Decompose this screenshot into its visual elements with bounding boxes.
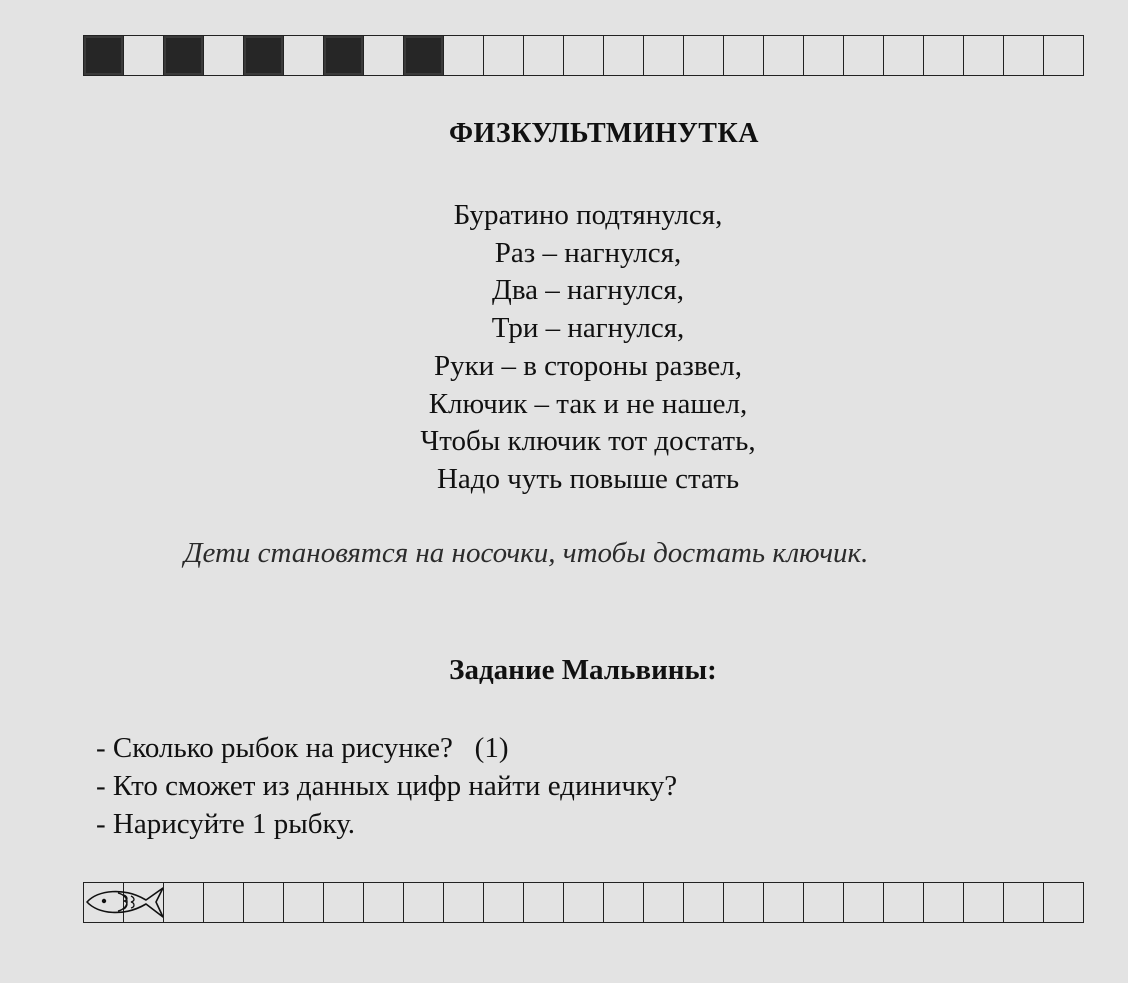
empty-square — [764, 883, 804, 922]
empty-square — [1004, 883, 1044, 922]
empty-square — [964, 36, 1004, 75]
task-question: - Нарисуйте 1 рыбку. — [96, 808, 356, 840]
task-question: - Сколько рыбок на рисунке? (1) — [96, 732, 509, 764]
task-title: Задание Мальвины: — [449, 654, 717, 686]
empty-square — [644, 883, 684, 922]
empty-square — [524, 883, 564, 922]
empty-square — [1044, 883, 1084, 922]
filled-square — [84, 36, 124, 75]
top-square-strip — [83, 35, 1084, 76]
empty-square — [524, 36, 564, 75]
empty-square — [964, 883, 1004, 922]
empty-square — [604, 36, 644, 75]
fish-tail-cell — [124, 883, 164, 922]
empty-square — [564, 883, 604, 922]
poem-line: Надо чуть повыше стать — [436, 462, 740, 495]
empty-square — [484, 36, 524, 75]
poem-line: Три – нагнулся, — [491, 312, 685, 345]
empty-square — [324, 883, 364, 922]
empty-square — [244, 883, 284, 922]
empty-square — [1004, 36, 1044, 75]
empty-square — [1044, 36, 1084, 75]
empty-square — [604, 883, 644, 922]
poem-line: Ключик – так и не нашел, — [428, 387, 748, 420]
empty-square — [284, 883, 324, 922]
filled-square — [244, 36, 284, 75]
empty-square — [124, 36, 164, 75]
poem-line: Буратино подтянулся, — [453, 199, 723, 231]
filled-square — [324, 36, 364, 75]
empty-square — [684, 883, 724, 922]
empty-square — [204, 883, 244, 922]
bottom-drawing-strip — [83, 882, 1084, 923]
empty-square — [724, 883, 764, 922]
empty-square — [764, 36, 804, 75]
task-question: - Кто сможет из данных цифр найти единичку? — [96, 770, 678, 802]
empty-square — [924, 36, 964, 75]
task-questions — [96, 729, 677, 843]
empty-square — [724, 36, 764, 75]
poem-line: Чтобы ключик тот достать, — [420, 425, 756, 458]
empty-square — [444, 36, 484, 75]
poem-line: Руки – в стороны развел, — [433, 349, 743, 382]
empty-square — [444, 883, 484, 922]
empty-square — [204, 36, 244, 75]
filled-square — [164, 36, 204, 75]
empty-square — [284, 36, 324, 75]
poem — [0, 197, 1128, 499]
empty-square — [484, 883, 524, 922]
page-title: ФИЗКУЛЬТМИНУТКА — [448, 118, 760, 149]
empty-square — [804, 883, 844, 922]
empty-square — [804, 36, 844, 75]
empty-square — [564, 36, 604, 75]
empty-square — [364, 883, 404, 922]
fish-cell — [84, 883, 124, 922]
empty-square — [924, 883, 964, 922]
empty-square — [364, 36, 404, 75]
empty-square — [844, 36, 884, 75]
empty-square — [404, 883, 444, 922]
poem-line: Раз – нагнулся, — [494, 236, 682, 269]
empty-square — [884, 883, 924, 922]
empty-square — [164, 883, 204, 922]
exercise-instruction: Дети становятся на носочки, чтобы достать ключик. — [184, 537, 869, 569]
empty-square — [884, 36, 924, 75]
empty-square — [644, 36, 684, 75]
poem-line: Два – нагнулся, — [492, 274, 684, 307]
empty-square — [684, 36, 724, 75]
empty-square — [844, 883, 884, 922]
filled-square — [404, 36, 444, 75]
